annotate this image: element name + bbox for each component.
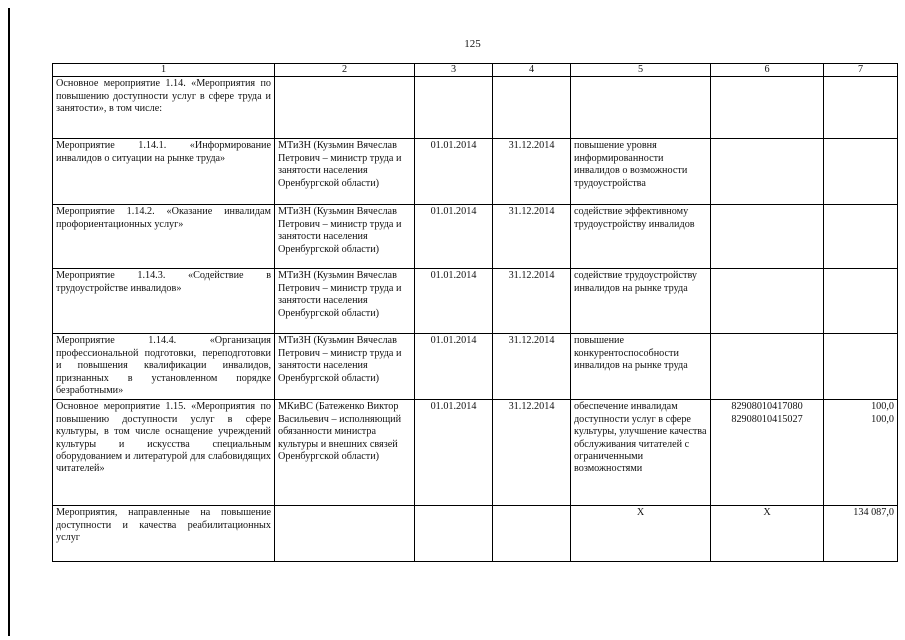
end-date-cell: 31.12.2014 xyxy=(493,269,571,334)
end-date-cell: 31.12.2014 xyxy=(493,334,571,400)
table-row xyxy=(53,77,898,139)
amount-cell xyxy=(824,205,898,269)
column-header: 2 xyxy=(275,64,415,77)
start-date-cell: 01.01.2014 xyxy=(415,139,493,205)
activity-cell: Мероприятие 1.14.2. «Оказание инвалидам профориентационных услуг» xyxy=(53,205,275,269)
executor-cell xyxy=(275,77,415,139)
column-header: 3 xyxy=(415,64,493,77)
binding-edge-line xyxy=(8,8,10,636)
amount-cell xyxy=(824,139,898,205)
column-header: 5 xyxy=(571,64,711,77)
budget-code: 82908010417080 xyxy=(731,401,803,413)
amount-cell xyxy=(824,334,898,400)
amount-value: 100,0 xyxy=(871,401,894,413)
column-header: 1 xyxy=(53,64,275,77)
table-row xyxy=(53,139,898,205)
end-date-cell: 31.12.2014 xyxy=(493,205,571,269)
executor-cell: МТиЗН (Кузьмин Вячеслав Петрович – министр труда и занятости населения Оренбургской области) xyxy=(275,269,415,334)
result-cell: содействие эффективному трудоустройству инвалидов xyxy=(571,205,711,269)
start-date-cell xyxy=(415,506,493,562)
end-date-cell: 31.12.2014 xyxy=(493,139,571,205)
amount-total: 134 087,0 xyxy=(853,507,894,519)
end-date-cell xyxy=(493,506,571,562)
table-row-total xyxy=(53,506,898,562)
table-row xyxy=(53,400,898,506)
end-date-cell xyxy=(493,77,571,139)
end-date-cell: 31.12.2014 xyxy=(493,400,571,506)
amount-cell xyxy=(824,400,898,506)
start-date-cell: 01.01.2014 xyxy=(415,400,493,506)
budget-code-cell xyxy=(711,77,824,139)
activity-cell: Мероприятия, направленные на повышение доступности и качества реабилитационных услуг xyxy=(53,506,275,562)
page-number: 125 xyxy=(464,38,481,50)
column-header: 6 xyxy=(711,64,824,77)
budget-code-cell xyxy=(711,139,824,205)
start-date-cell: 01.01.2014 xyxy=(415,269,493,334)
activity-cell: Основное мероприятие 1.15. «Мероприятия по повышению доступности услуг в сфере культуры, в том числе оснащение учреждений культуры и искусства специальным оборудованием и литературой для слабовидящих читателей» xyxy=(53,400,275,506)
budget-code-cell xyxy=(711,334,824,400)
budget-code-cell xyxy=(711,205,824,269)
result-cell: Х xyxy=(571,506,711,562)
budget-code: 82908010415027 xyxy=(731,413,803,425)
table-row xyxy=(53,269,898,334)
amount-cell xyxy=(824,77,898,139)
program-activities-table xyxy=(52,63,898,562)
budget-code-cell xyxy=(711,506,824,562)
column-header: 7 xyxy=(824,64,898,77)
budget-code-cell xyxy=(711,269,824,334)
amount-cell xyxy=(824,506,898,562)
activity-cell: Мероприятие 1.14.1. «Информирование инвалидов о ситуации на рынке труда» xyxy=(53,139,275,205)
result-cell: обеспечение инвалидам доступности услуг в сфере культуры, улучшение качества обслуживания читателей с ограниченными возможностями xyxy=(571,400,711,506)
result-cell xyxy=(571,77,711,139)
executor-cell: МТиЗН (Кузьмин Вячеслав Петрович – министр труда и занятости населения Оренбургской области) xyxy=(275,205,415,269)
start-date-cell xyxy=(415,77,493,139)
amount-value: 100,0 xyxy=(871,413,894,425)
column-number-row xyxy=(53,64,898,77)
executor-cell: МТиЗН (Кузьмин Вячеслав Петрович – министр труда и занятости населения Оренбургской области) xyxy=(275,139,415,205)
executor-cell: МТиЗН (Кузьмин Вячеслав Петрович – министр труда и занятости населения Оренбургской области) xyxy=(275,334,415,400)
budget-code-cell xyxy=(711,400,824,506)
activity-cell: Мероприятие 1.14.4. «Организация профессиональной подготовки, переподготовки и повышения квалификации инвалидов, признанных в установленном порядке безработными» xyxy=(53,334,275,400)
activity-cell: Основное мероприятие 1.14. «Мероприятия по повышению доступности услуг в сфере труда и занятости», в том числе: xyxy=(53,77,275,139)
executor-cell xyxy=(275,506,415,562)
column-header: 4 xyxy=(493,64,571,77)
amount-cell xyxy=(824,269,898,334)
result-cell: повышение конкурентоспособности инвалидов на рынке труда xyxy=(571,334,711,400)
table-row xyxy=(53,334,898,400)
result-cell: содействие трудоустройству инвалидов на рынке труда xyxy=(571,269,711,334)
start-date-cell: 01.01.2014 xyxy=(415,205,493,269)
budget-code: Х xyxy=(763,507,771,519)
result-cell: повышение уровня информированности инвалидов о возможности трудоустройства xyxy=(571,139,711,205)
executor-cell: МКиВС (Батеженко Виктор Васильевич – исполняющий обязанности министра культуры и внешних связей Оренбургской области) xyxy=(275,400,415,506)
activity-cell: Мероприятие 1.14.3. «Содействие в трудоустройстве инвалидов» xyxy=(53,269,275,334)
table-row xyxy=(53,205,898,269)
start-date-cell: 01.01.2014 xyxy=(415,334,493,400)
